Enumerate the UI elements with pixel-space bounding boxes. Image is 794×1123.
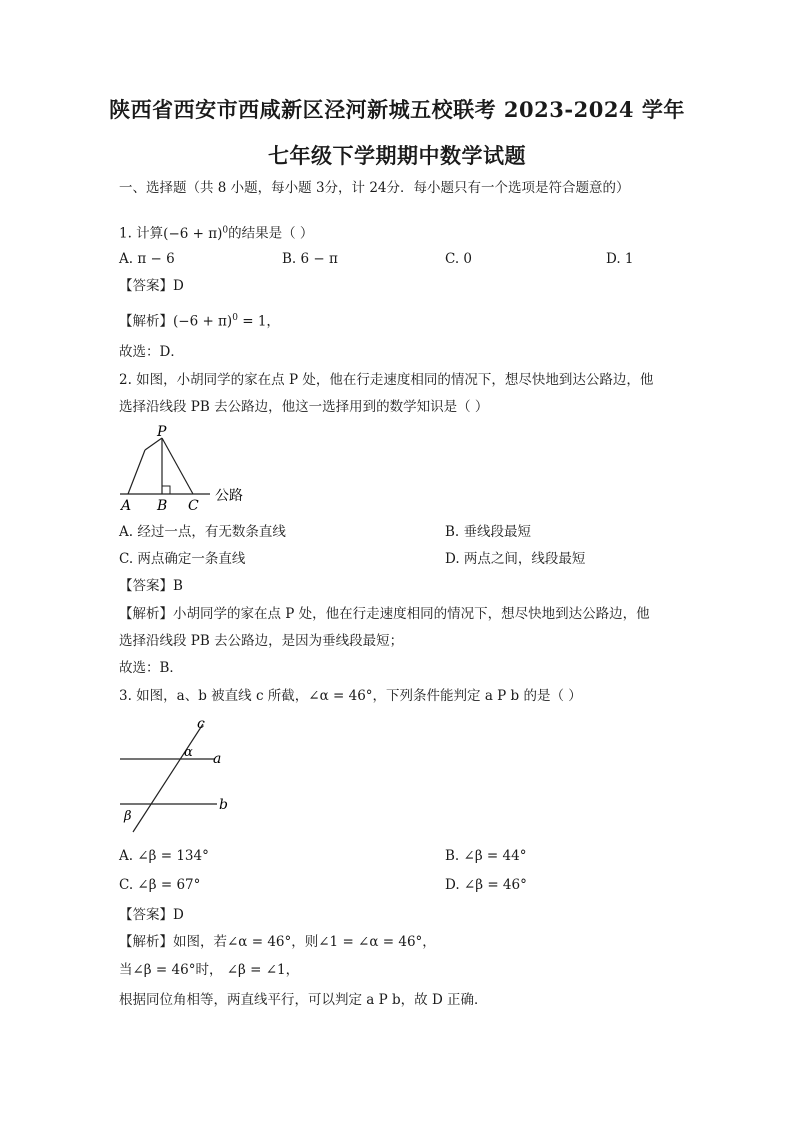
q3-line-c — [133, 724, 203, 832]
q2-figure — [115, 422, 265, 512]
q2-label-c: C — [188, 498, 199, 512]
q1-prefix: 1. 计算 — [119, 225, 164, 242]
q1-option-a: A. π − 6 — [119, 251, 175, 267]
page-title-line2: 七年级下学期期中数学试题 — [268, 143, 526, 168]
q3-option-b: B. ∠β = 44° — [445, 848, 527, 864]
q1-suffix: 的结果是（ ） — [228, 225, 314, 242]
q1-option-d: D. 1 — [606, 251, 634, 267]
q1-expr-base: (−6 + π) — [163, 225, 223, 242]
q1-analysis-expr: (−6 + π) — [173, 313, 233, 330]
q1-analysis-label: 【解析】 — [119, 313, 173, 330]
q2-right-angle-mark — [162, 486, 170, 494]
q1-expression — [163, 226, 228, 242]
q2-option-c: C. 两点确定一条直线 — [119, 551, 246, 567]
q2-label-p: P — [157, 424, 167, 440]
q3-option-d: D. ∠β = 46° — [445, 877, 527, 893]
q3-answer: 【答案】D — [119, 907, 184, 923]
q1-option-c: C. 0 — [445, 251, 473, 267]
q1-expr-exponent: 0 — [222, 225, 229, 235]
q1-answer: 【答案】D — [119, 278, 184, 294]
q1-analysis-exponent: 0 — [232, 313, 238, 323]
q3-analysis-line3: 根据同位角相等，两直线平行，可以判定 a P b，故 D 正确． — [119, 992, 488, 1008]
q2-option-b: B. 垂线段最短 — [445, 524, 532, 540]
q3-option-c: C. ∠β = 67° — [119, 877, 201, 893]
q3-label-b: b — [219, 797, 228, 813]
q1-analysis — [119, 308, 280, 332]
q3-label-c: c — [197, 716, 205, 732]
q2-stem-line1: 2. 如图，小胡同学的家在点 P 处，他在行走速度相同的情况下，想尽快地到达公路边，他 — [119, 372, 654, 388]
q3-option-a: A. ∠β = 134° — [119, 848, 209, 864]
q2-label-road: 公路 — [215, 488, 243, 504]
q2-label-a: A — [121, 498, 132, 512]
q3-label-beta: β — [124, 809, 132, 824]
q2-conclusion: 故选：B． — [119, 660, 183, 676]
q3-analysis-line1: 【解析】如图，若∠α = 46°，则∠1 = ∠α = 46°， — [119, 934, 436, 950]
q2-label-b: B — [157, 498, 168, 512]
q2-option-d: D. 两点之间，线段最短 — [445, 551, 586, 567]
q2-stem-line2: 选择沿线段 PB 去公路边，他这一选择用到的数学知识是（ ） — [119, 399, 489, 415]
q1-option-b: B. 6 − π — [282, 251, 338, 267]
q2-analysis-line1: 【解析】小胡同学的家在点 P 处，他在行走速度相同的情况下，想尽快地到达公路边，他 — [119, 606, 650, 622]
q2-answer: 【答案】B — [119, 578, 183, 594]
q1-conclusion: 故选：D． — [119, 344, 184, 360]
q3-label-a: a — [213, 751, 222, 767]
q3-analysis-line2: 当∠β = 46°时， ∠β = ∠1， — [119, 962, 300, 978]
section-heading: 一、选择题（共 8 小题，每小题 3分，计 24分．每小题只有一个选项是符合题意的） — [119, 180, 630, 196]
q1-stem — [119, 220, 313, 244]
q3-stem: 3. 如图，a、b 被直线 c 所截，∠α = 46°，下列条件能判定 a P b 的是（ ） — [119, 688, 582, 704]
q1-analysis-tail: = 1， — [237, 313, 280, 330]
q2-option-a: A. 经过一点，有无数条直线 — [119, 524, 286, 540]
q3-label-alpha: α — [184, 745, 193, 760]
q2-analysis-line2: 选择沿线段 PB 去公路边，是因为垂线段最短； — [119, 633, 404, 649]
page-title-line1: 陕西省西安市西咸新区泾河新城五校联考 2023-2024 学年 — [109, 97, 685, 122]
q3-figure — [115, 714, 245, 834]
q2-segment-pa — [128, 450, 145, 494]
